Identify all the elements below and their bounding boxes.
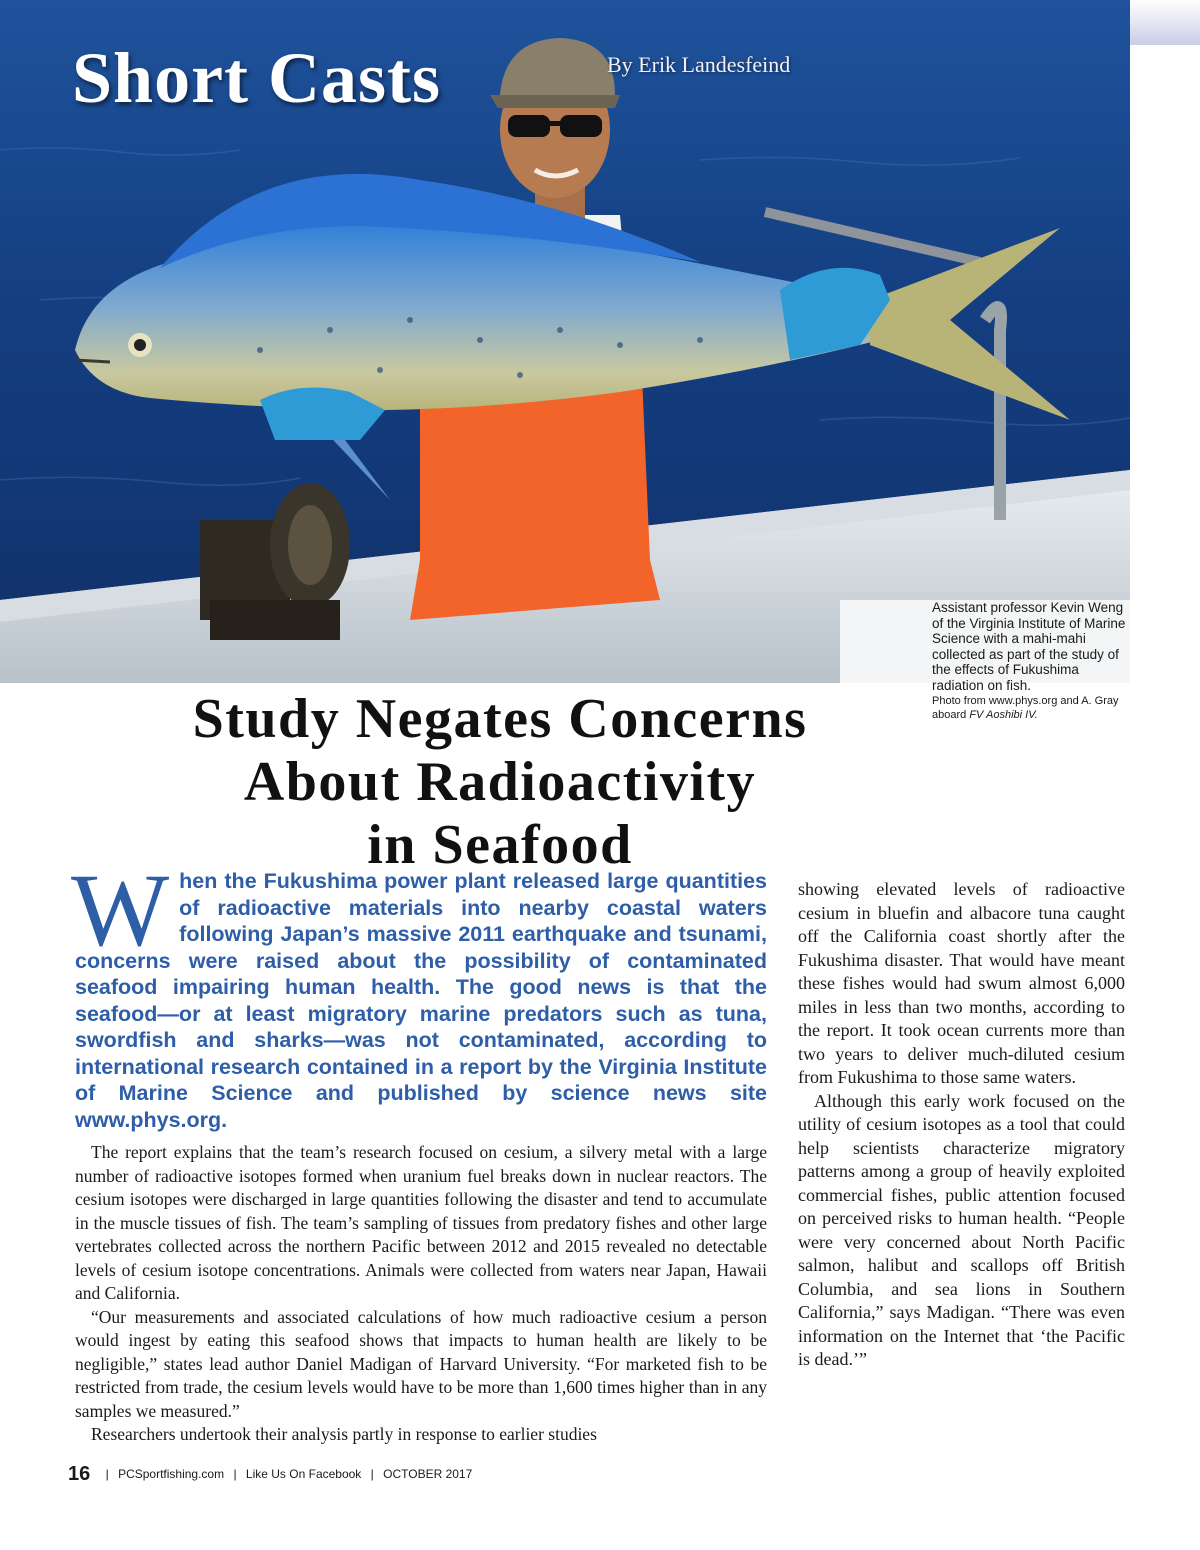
body-text-left (75, 1141, 767, 1447)
paragraph: Researchers undertook their analysis partly in response to earlier studies (91, 1424, 597, 1444)
paragraph: “Our measurements and associated calculations of how much radioactive cesium a person would ingest by eating this seafood shows that impacts to human health are likely to be negligible,” states lead author Daniel Madigan of Harvard University. “For marketed fish to be restricted from trade, the cesium levels would have to be more than 1,600 times higher than in any samples we measured.” (75, 1306, 767, 1421)
footer-issue-date: OCTOBER 2017 (383, 1467, 473, 1481)
body-text-right (798, 878, 1125, 1372)
page-footer (68, 1463, 472, 1486)
drop-cap: W (71, 853, 170, 968)
credit-prefix: Photo from www.phys.org and A. Gray aboard (932, 695, 1119, 721)
caption-text: Assistant professor Kevin Weng of the Virginia Institute of Marine Science with a mahi-mahi collected as part of the study of the effects of Fukushima radiation on fish. (932, 600, 1126, 693)
photo-caption (932, 600, 1132, 722)
byline: By Erik Landesfeind (607, 52, 791, 77)
headline-line-2: About Radioactivity (243, 751, 757, 813)
page-number: 16 (68, 1463, 91, 1485)
paragraph: The report explains that the team’s research focused on cesium, a silvery metal with a large number of radioactive isotopes formed when uranium fuel breaks down in nuclear reactors. The cesium isotopes were discharged in large quantities following the disaster and tend to accumulate in the muscle tissues of fish. The team’s sampling of tissues from predatory fishes and other large vertebrates collected across the northern Pacific between 2012 and 2015 revealed no detectable levels of cesium isotope concentrations. Animals were collected from waters near Japan, Hawaii and California. (75, 1142, 767, 1303)
paragraph: showing elevated levels of radioactive cesium in bluefin and albacore tuna caught off the California coast shortly after the Fukushima disaster. That would have meant these fishes would had swum almost 6,000 miles in less than two months, according to the report. It took ocean currents more than two years to deliver much-diluted cesium from Fukushima to those same waters. (798, 879, 1125, 1087)
headline-line-3: in Seafood (367, 814, 633, 876)
footer-site-link[interactable]: PCSportfishing.com (118, 1467, 225, 1481)
paragraph: Although this early work focused on the utility of cesium isotopes as a tool that could help scientists characterize migratory patterns among a group of heavily exploited commercial fishes, public attention focused on perceived risks to human health. “People were very concerned about North Pacific salmon, halibut and scallops off British Columbia, and sea lions in Southern California,” says Madigan. “There was even information on the Internet that ‘the Pacific is dead.’” (798, 1090, 1125, 1369)
article-headline (40, 688, 960, 877)
footer-separator: | (233, 1467, 237, 1481)
article-column-right (798, 878, 1125, 1372)
footer-social[interactable]: Like Us On Facebook (245, 1467, 362, 1481)
article-lede (71, 853, 767, 1133)
headline-line-1: Study Negates Concerns (192, 688, 808, 750)
credit-vessel: FV Aoshibi IV. (969, 709, 1038, 721)
winch-reel (200, 483, 350, 640)
lede-text: hen the Fukushima power plant released large quantities of radioactive materials into nearby coastal waters following Japan’s massive 2011 earthquake and tsunami, concerns were raised about the possibility of contaminated seafood impairing human health. The good news is that the seafood—or at least migratory marine predators such as tuna, swordfish and sharks—was not contaminated, according to international research contained in a report by the Virginia Institute of Marine Science and published by science news site www.phys.org. (75, 869, 767, 1132)
photo-credit (932, 694, 1132, 722)
section-title: Short Casts (72, 38, 442, 118)
page-corner-tab (1130, 0, 1200, 45)
footer-separator: | (370, 1467, 374, 1481)
footer-separator: | (105, 1467, 109, 1481)
article-column-left (71, 853, 767, 1447)
